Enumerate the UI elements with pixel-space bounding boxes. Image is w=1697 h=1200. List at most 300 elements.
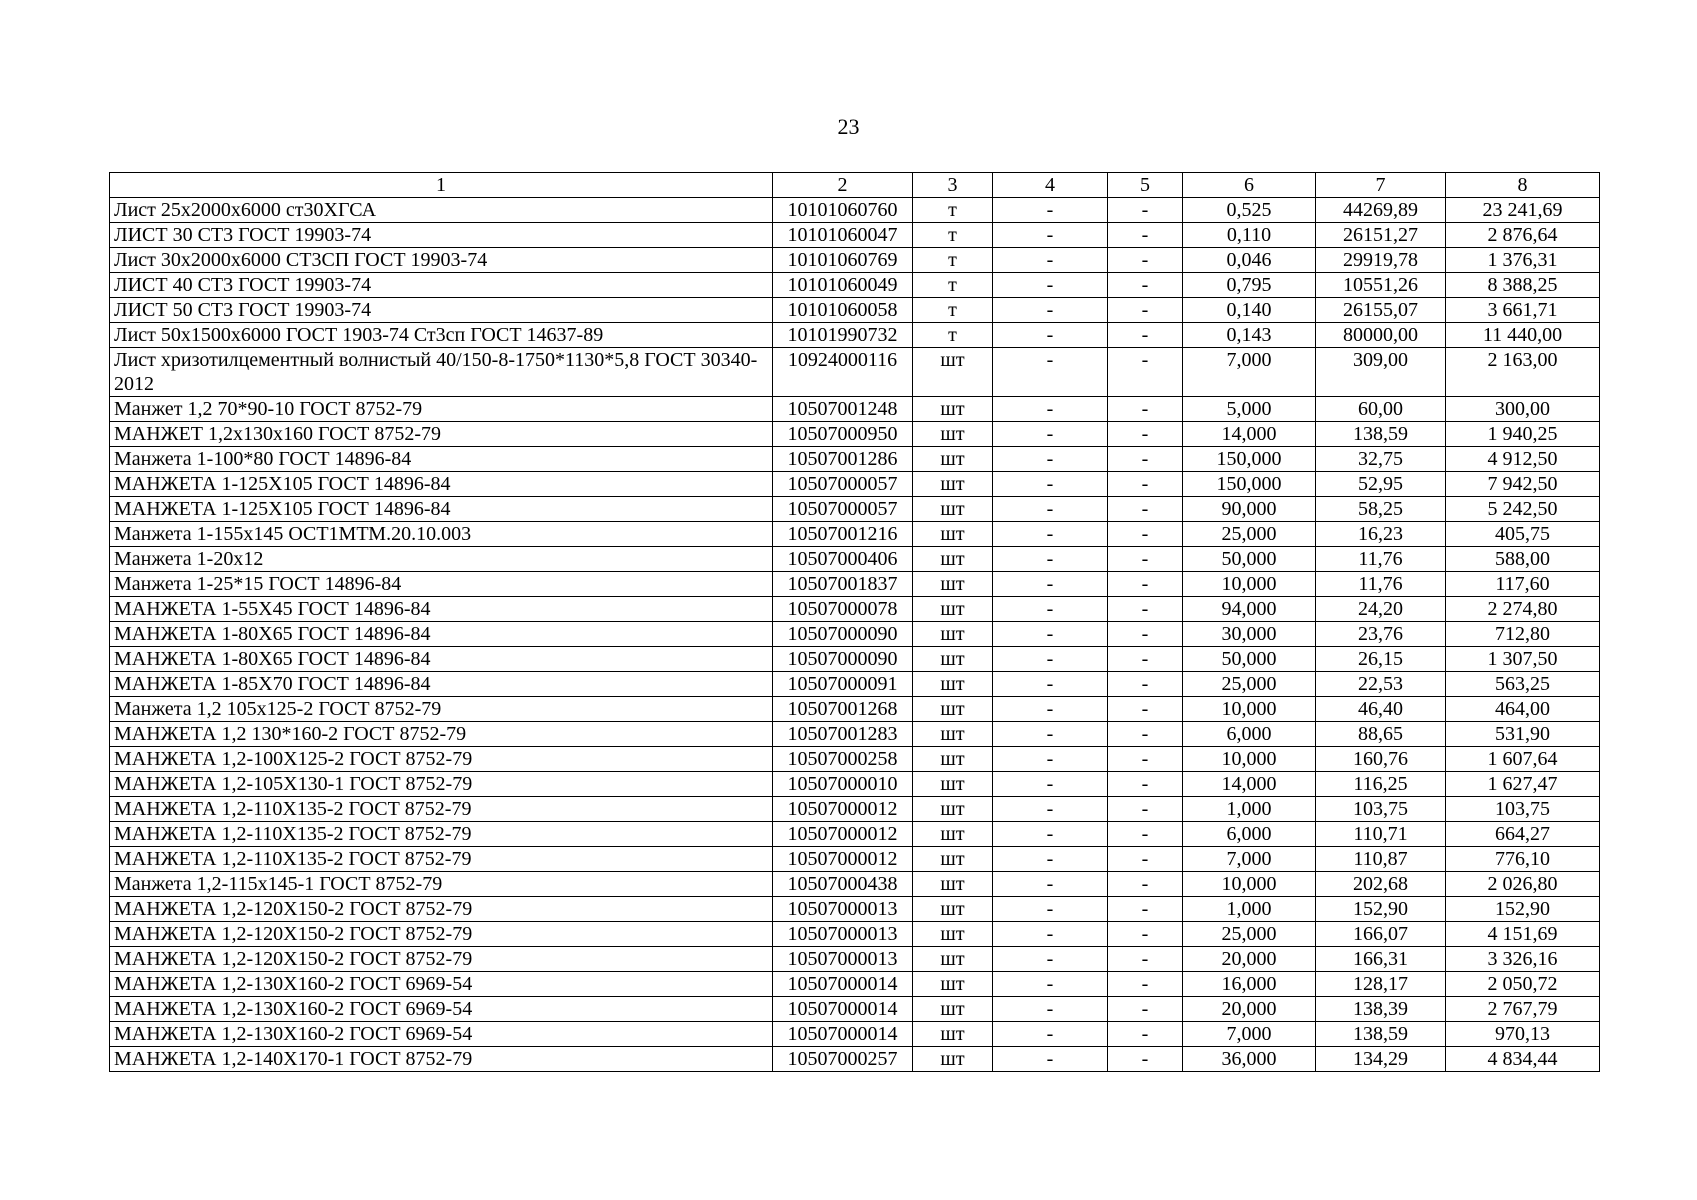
quantity-cell: 0,795 xyxy=(1183,273,1316,298)
item-code-cell: 10101060058 xyxy=(773,298,913,323)
total-cell: 2 050,72 xyxy=(1446,972,1600,997)
item-name-cell: Лист 25х2000х6000 ст30ХГСА xyxy=(110,198,773,223)
table-row xyxy=(110,522,1600,547)
total-cell: 1 307,50 xyxy=(1446,647,1600,672)
column-5-cell: - xyxy=(1108,422,1183,447)
price-cell: 116,25 xyxy=(1316,772,1446,797)
total-cell: 970,13 xyxy=(1446,1022,1600,1047)
total-cell: 4 912,50 xyxy=(1446,447,1600,472)
price-cell: 138,59 xyxy=(1316,422,1446,447)
table-row xyxy=(110,897,1600,922)
column-5-cell: - xyxy=(1108,847,1183,872)
total-cell: 588,00 xyxy=(1446,547,1600,572)
total-cell: 563,25 xyxy=(1446,672,1600,697)
total-cell: 464,00 xyxy=(1446,697,1600,722)
price-cell: 309,00 xyxy=(1316,348,1446,397)
total-cell: 1 940,25 xyxy=(1446,422,1600,447)
item-name-cell: Манжета 1,2-115х145-1 ГОСТ 8752-79 xyxy=(110,872,773,897)
quantity-cell: 0,525 xyxy=(1183,198,1316,223)
column-4-cell: - xyxy=(993,397,1108,422)
table-row xyxy=(110,422,1600,447)
quantity-cell: 0,140 xyxy=(1183,298,1316,323)
unit-cell: т xyxy=(913,298,993,323)
table-row xyxy=(110,972,1600,997)
header-cell-6: 6 xyxy=(1183,173,1316,198)
item-name-cell: Манжета 1-155х145 ОСТ1МТМ.20.10.003 xyxy=(110,522,773,547)
column-4-cell: - xyxy=(993,348,1108,397)
item-code-cell: 10507000438 xyxy=(773,872,913,897)
unit-cell: шт xyxy=(913,797,993,822)
quantity-cell: 7,000 xyxy=(1183,348,1316,397)
price-cell: 11,76 xyxy=(1316,572,1446,597)
table-row xyxy=(110,697,1600,722)
column-4-cell: - xyxy=(993,522,1108,547)
column-5-cell: - xyxy=(1108,947,1183,972)
item-code-cell: 10507000950 xyxy=(773,422,913,447)
item-code-cell: 10507000091 xyxy=(773,672,913,697)
item-name-cell: МАНЖЕТА 1,2-140Х170-1 ГОСТ 8752-79 xyxy=(110,1047,773,1072)
item-name-cell: МАНЖЕТА 1-80Х65 ГОСТ 14896-84 xyxy=(110,622,773,647)
item-code-cell: 10507000406 xyxy=(773,547,913,572)
unit-cell: шт xyxy=(913,947,993,972)
price-cell: 103,75 xyxy=(1316,797,1446,822)
price-cell: 52,95 xyxy=(1316,472,1446,497)
header-cell-2: 2 xyxy=(773,173,913,198)
quantity-cell: 1,000 xyxy=(1183,897,1316,922)
item-name-cell: МАНЖЕТА 1,2-130Х160-2 ГОСТ 6969-54 xyxy=(110,1022,773,1047)
item-name-cell: МАНЖЕТА 1,2-130Х160-2 ГОСТ 6969-54 xyxy=(110,972,773,997)
column-5-cell: - xyxy=(1108,872,1183,897)
column-4-cell: - xyxy=(993,897,1108,922)
total-cell: 2 163,00 xyxy=(1446,348,1600,397)
header-cell-5: 5 xyxy=(1108,173,1183,198)
price-cell: 11,76 xyxy=(1316,547,1446,572)
table-row xyxy=(110,922,1600,947)
total-cell: 3 326,16 xyxy=(1446,947,1600,972)
column-4-cell: - xyxy=(993,922,1108,947)
table-row xyxy=(110,298,1600,323)
item-name-cell: МАНЖЕТА 1,2-110Х135-2 ГОСТ 8752-79 xyxy=(110,797,773,822)
price-cell: 202,68 xyxy=(1316,872,1446,897)
price-cell: 16,23 xyxy=(1316,522,1446,547)
column-4-cell: - xyxy=(993,572,1108,597)
column-4-cell: - xyxy=(993,947,1108,972)
unit-cell: шт xyxy=(913,572,993,597)
item-name-cell: Манжет 1,2 70*90-10 ГОСТ 8752-79 xyxy=(110,397,773,422)
quantity-cell: 25,000 xyxy=(1183,922,1316,947)
table-row xyxy=(110,223,1600,248)
column-4-cell: - xyxy=(993,248,1108,273)
unit-cell: шт xyxy=(913,822,993,847)
total-cell: 1 627,47 xyxy=(1446,772,1600,797)
price-cell: 46,40 xyxy=(1316,697,1446,722)
item-name-cell: Лист 30х2000х6000 СТ3СП ГОСТ 19903-74 xyxy=(110,248,773,273)
item-code-cell: 10507000012 xyxy=(773,822,913,847)
table-row xyxy=(110,997,1600,1022)
price-cell: 60,00 xyxy=(1316,397,1446,422)
column-4-cell: - xyxy=(993,472,1108,497)
column-5-cell: - xyxy=(1108,722,1183,747)
unit-cell: шт xyxy=(913,422,993,447)
total-cell: 2 274,80 xyxy=(1446,597,1600,622)
item-name-cell: МАНЖЕТА 1-125Х105 ГОСТ 14896-84 xyxy=(110,497,773,522)
item-code-cell: 10507000258 xyxy=(773,747,913,772)
item-code-cell: 10924000116 xyxy=(773,348,913,397)
column-4-cell: - xyxy=(993,597,1108,622)
item-code-cell: 10507000010 xyxy=(773,772,913,797)
item-code-cell: 10507000012 xyxy=(773,797,913,822)
column-5-cell: - xyxy=(1108,972,1183,997)
column-4-cell: - xyxy=(993,797,1108,822)
unit-cell: шт xyxy=(913,872,993,897)
column-4-cell: - xyxy=(993,747,1108,772)
column-5-cell: - xyxy=(1108,697,1183,722)
item-name-cell: МАНЖЕТА 1,2-105Х130-1 ГОСТ 8752-79 xyxy=(110,772,773,797)
price-cell: 166,31 xyxy=(1316,947,1446,972)
table-row xyxy=(110,872,1600,897)
column-5-cell: - xyxy=(1108,1022,1183,1047)
unit-cell: т xyxy=(913,323,993,348)
price-cell: 32,75 xyxy=(1316,447,1446,472)
total-cell: 664,27 xyxy=(1446,822,1600,847)
unit-cell: шт xyxy=(913,847,993,872)
total-cell: 1 376,31 xyxy=(1446,248,1600,273)
quantity-cell: 150,000 xyxy=(1183,472,1316,497)
unit-cell: шт xyxy=(913,397,993,422)
item-name-cell: МАНЖЕТА 1,2-110Х135-2 ГОСТ 8752-79 xyxy=(110,847,773,872)
column-5-cell: - xyxy=(1108,547,1183,572)
table-row xyxy=(110,572,1600,597)
price-cell: 29919,78 xyxy=(1316,248,1446,273)
table-row xyxy=(110,1047,1600,1072)
quantity-cell: 50,000 xyxy=(1183,547,1316,572)
quantity-cell: 16,000 xyxy=(1183,972,1316,997)
unit-cell: шт xyxy=(913,722,993,747)
price-cell: 110,71 xyxy=(1316,822,1446,847)
total-cell: 103,75 xyxy=(1446,797,1600,822)
item-name-cell: МАНЖЕТА 1-80Х65 ГОСТ 14896-84 xyxy=(110,647,773,672)
unit-cell: шт xyxy=(913,547,993,572)
column-4-cell: - xyxy=(993,223,1108,248)
item-name-cell: МАНЖЕТА 1,2-100Х125-2 ГОСТ 8752-79 xyxy=(110,747,773,772)
unit-cell: т xyxy=(913,273,993,298)
item-name-cell: ЛИСТ 40 СТ3 ГОСТ 19903-74 xyxy=(110,273,773,298)
table-row xyxy=(110,273,1600,298)
column-4-cell: - xyxy=(993,422,1108,447)
unit-cell: шт xyxy=(913,897,993,922)
item-code-cell: 10101060047 xyxy=(773,223,913,248)
table-row xyxy=(110,622,1600,647)
table-body xyxy=(110,198,1600,1072)
item-code-cell: 10507000014 xyxy=(773,972,913,997)
total-cell: 300,00 xyxy=(1446,397,1600,422)
quantity-cell: 0,143 xyxy=(1183,323,1316,348)
total-cell: 152,90 xyxy=(1446,897,1600,922)
column-4-cell: - xyxy=(993,972,1108,997)
column-4-cell: - xyxy=(993,298,1108,323)
item-name-cell: Манжета 1,2 105х125-2 ГОСТ 8752-79 xyxy=(110,697,773,722)
column-5-cell: - xyxy=(1108,248,1183,273)
quantity-cell: 7,000 xyxy=(1183,847,1316,872)
quantity-cell: 10,000 xyxy=(1183,697,1316,722)
column-4-cell: - xyxy=(993,722,1108,747)
column-4-cell: - xyxy=(993,497,1108,522)
quantity-cell: 14,000 xyxy=(1183,772,1316,797)
quantity-cell: 50,000 xyxy=(1183,647,1316,672)
table-row xyxy=(110,447,1600,472)
column-4-cell: - xyxy=(993,1047,1108,1072)
item-name-cell: МАНЖЕТ 1,2х130х160 ГОСТ 8752-79 xyxy=(110,422,773,447)
total-cell: 2 876,64 xyxy=(1446,223,1600,248)
item-code-cell: 10507000013 xyxy=(773,897,913,922)
table-row xyxy=(110,348,1600,397)
item-name-cell: Лист хризотилцементный волнистый 40/150-8-1750*1130*5,8 ГОСТ 30340-2012 xyxy=(110,348,773,397)
column-5-cell: - xyxy=(1108,1047,1183,1072)
unit-cell: шт xyxy=(913,972,993,997)
column-5-cell: - xyxy=(1108,997,1183,1022)
unit-cell: шт xyxy=(913,647,993,672)
column-4-cell: - xyxy=(993,547,1108,572)
price-cell: 22,53 xyxy=(1316,672,1446,697)
total-cell: 1 607,64 xyxy=(1446,747,1600,772)
item-code-cell: 10507000057 xyxy=(773,472,913,497)
column-5-cell: - xyxy=(1108,323,1183,348)
column-5-cell: - xyxy=(1108,572,1183,597)
table-row xyxy=(110,1022,1600,1047)
item-code-cell: 10507000090 xyxy=(773,622,913,647)
column-5-cell: - xyxy=(1108,822,1183,847)
total-cell: 117,60 xyxy=(1446,572,1600,597)
page-number: 23 xyxy=(837,114,860,139)
quantity-cell: 5,000 xyxy=(1183,397,1316,422)
column-4-cell: - xyxy=(993,997,1108,1022)
table-row xyxy=(110,772,1600,797)
total-cell: 712,80 xyxy=(1446,622,1600,647)
table-row xyxy=(110,672,1600,697)
unit-cell: шт xyxy=(913,997,993,1022)
total-cell: 2 767,79 xyxy=(1446,997,1600,1022)
item-name-cell: ЛИСТ 50 СТ3 ГОСТ 19903-74 xyxy=(110,298,773,323)
column-5-cell: - xyxy=(1108,472,1183,497)
total-cell: 3 661,71 xyxy=(1446,298,1600,323)
item-code-cell: 10507000012 xyxy=(773,847,913,872)
quantity-cell: 20,000 xyxy=(1183,997,1316,1022)
item-code-cell: 10101060760 xyxy=(773,198,913,223)
column-4-cell: - xyxy=(993,847,1108,872)
column-4-cell: - xyxy=(993,822,1108,847)
price-cell: 26151,27 xyxy=(1316,223,1446,248)
header-cell-1: 1 xyxy=(110,173,773,198)
table-row xyxy=(110,497,1600,522)
column-5-cell: - xyxy=(1108,223,1183,248)
table-row xyxy=(110,722,1600,747)
unit-cell: шт xyxy=(913,447,993,472)
item-code-cell: 10507000013 xyxy=(773,922,913,947)
table-row xyxy=(110,647,1600,672)
table-row xyxy=(110,198,1600,223)
price-cell: 166,07 xyxy=(1316,922,1446,947)
item-name-cell: Манжета 1-100*80 ГОСТ 14896-84 xyxy=(110,447,773,472)
column-5-cell: - xyxy=(1108,897,1183,922)
unit-cell: шт xyxy=(913,348,993,397)
item-code-cell: 10101990732 xyxy=(773,323,913,348)
table-row xyxy=(110,472,1600,497)
column-5-cell: - xyxy=(1108,647,1183,672)
quantity-cell: 30,000 xyxy=(1183,622,1316,647)
item-name-cell: МАНЖЕТА 1,2-130Х160-2 ГОСТ 6969-54 xyxy=(110,997,773,1022)
item-code-cell: 10507001248 xyxy=(773,397,913,422)
total-cell: 531,90 xyxy=(1446,722,1600,747)
column-4-cell: - xyxy=(993,1022,1108,1047)
quantity-cell: 150,000 xyxy=(1183,447,1316,472)
table-row xyxy=(110,547,1600,572)
item-code-cell: 10101060049 xyxy=(773,273,913,298)
item-name-cell: МАНЖЕТА 1,2-120Х150-2 ГОСТ 8752-79 xyxy=(110,922,773,947)
unit-cell: шт xyxy=(913,1022,993,1047)
column-4-cell: - xyxy=(993,697,1108,722)
column-5-cell: - xyxy=(1108,772,1183,797)
quantity-cell: 94,000 xyxy=(1183,597,1316,622)
column-5-cell: - xyxy=(1108,348,1183,397)
quantity-cell: 36,000 xyxy=(1183,1047,1316,1072)
table-row xyxy=(110,397,1600,422)
unit-cell: шт xyxy=(913,697,993,722)
item-code-cell: 10507000090 xyxy=(773,647,913,672)
quantity-cell: 0,046 xyxy=(1183,248,1316,273)
unit-cell: шт xyxy=(913,1047,993,1072)
table-row xyxy=(110,248,1600,273)
item-name-cell: Манжета 1-25*15 ГОСТ 14896-84 xyxy=(110,572,773,597)
price-cell: 128,17 xyxy=(1316,972,1446,997)
quantity-cell: 7,000 xyxy=(1183,1022,1316,1047)
item-code-cell: 10507000257 xyxy=(773,1047,913,1072)
price-cell: 58,25 xyxy=(1316,497,1446,522)
price-cell: 88,65 xyxy=(1316,722,1446,747)
item-code-cell: 10507000014 xyxy=(773,1022,913,1047)
price-cell: 24,20 xyxy=(1316,597,1446,622)
item-code-cell: 10507000078 xyxy=(773,597,913,622)
quantity-cell: 20,000 xyxy=(1183,947,1316,972)
quantity-cell: 25,000 xyxy=(1183,672,1316,697)
column-5-cell: - xyxy=(1108,922,1183,947)
quantity-cell: 10,000 xyxy=(1183,872,1316,897)
item-code-cell: 10507001286 xyxy=(773,447,913,472)
item-code-cell: 10101060769 xyxy=(773,248,913,273)
item-name-cell: МАНЖЕТА 1,2-120Х150-2 ГОСТ 8752-79 xyxy=(110,897,773,922)
column-5-cell: - xyxy=(1108,447,1183,472)
unit-cell: шт xyxy=(913,522,993,547)
price-cell: 134,29 xyxy=(1316,1047,1446,1072)
unit-cell: шт xyxy=(913,747,993,772)
total-cell: 776,10 xyxy=(1446,847,1600,872)
item-name-cell: Манжета 1-20х12 xyxy=(110,547,773,572)
column-5-cell: - xyxy=(1108,298,1183,323)
column-5-cell: - xyxy=(1108,672,1183,697)
item-name-cell: МАНЖЕТА 1,2-110Х135-2 ГОСТ 8752-79 xyxy=(110,822,773,847)
total-cell: 7 942,50 xyxy=(1446,472,1600,497)
header-cell-8: 8 xyxy=(1446,173,1600,198)
price-cell: 138,39 xyxy=(1316,997,1446,1022)
item-name-cell: МАНЖЕТА 1-85Х70 ГОСТ 14896-84 xyxy=(110,672,773,697)
column-5-cell: - xyxy=(1108,273,1183,298)
total-cell: 11 440,00 xyxy=(1446,323,1600,348)
unit-cell: шт xyxy=(913,497,993,522)
total-cell: 4 151,69 xyxy=(1446,922,1600,947)
table-row xyxy=(110,747,1600,772)
column-5-cell: - xyxy=(1108,622,1183,647)
quantity-cell: 25,000 xyxy=(1183,522,1316,547)
price-cell: 160,76 xyxy=(1316,747,1446,772)
table-row xyxy=(110,847,1600,872)
total-cell: 23 241,69 xyxy=(1446,198,1600,223)
column-4-cell: - xyxy=(993,672,1108,697)
quantity-cell: 14,000 xyxy=(1183,422,1316,447)
price-cell: 138,59 xyxy=(1316,1022,1446,1047)
table-row xyxy=(110,947,1600,972)
materials-table xyxy=(109,172,1600,1072)
item-code-cell: 10507000057 xyxy=(773,497,913,522)
price-cell: 80000,00 xyxy=(1316,323,1446,348)
unit-cell: шт xyxy=(913,597,993,622)
column-5-cell: - xyxy=(1108,522,1183,547)
item-code-cell: 10507001283 xyxy=(773,722,913,747)
unit-cell: шт xyxy=(913,772,993,797)
price-cell: 26155,07 xyxy=(1316,298,1446,323)
price-cell: 110,87 xyxy=(1316,847,1446,872)
column-5-cell: - xyxy=(1108,747,1183,772)
price-cell: 44269,89 xyxy=(1316,198,1446,223)
table-row xyxy=(110,797,1600,822)
quantity-cell: 10,000 xyxy=(1183,747,1316,772)
header-cell-7: 7 xyxy=(1316,173,1446,198)
column-5-cell: - xyxy=(1108,497,1183,522)
price-cell: 26,15 xyxy=(1316,647,1446,672)
unit-cell: т xyxy=(913,248,993,273)
column-4-cell: - xyxy=(993,622,1108,647)
item-name-cell: МАНЖЕТА 1-125Х105 ГОСТ 14896-84 xyxy=(110,472,773,497)
header-cell-4: 4 xyxy=(993,173,1108,198)
item-code-cell: 10507000013 xyxy=(773,947,913,972)
total-cell: 8 388,25 xyxy=(1446,273,1600,298)
quantity-cell: 10,000 xyxy=(1183,572,1316,597)
header-cell-3: 3 xyxy=(913,173,993,198)
price-cell: 152,90 xyxy=(1316,897,1446,922)
item-code-cell: 10507001268 xyxy=(773,697,913,722)
item-name-cell: Лист 50х1500х6000 ГОСТ 1903-74 Ст3сп ГОСТ 14637-89 xyxy=(110,323,773,348)
unit-cell: шт xyxy=(913,922,993,947)
table-row xyxy=(110,323,1600,348)
quantity-cell: 1,000 xyxy=(1183,797,1316,822)
quantity-cell: 6,000 xyxy=(1183,722,1316,747)
column-5-cell: - xyxy=(1108,198,1183,223)
unit-cell: т xyxy=(913,223,993,248)
unit-cell: шт xyxy=(913,622,993,647)
item-code-cell: 10507001837 xyxy=(773,572,913,597)
column-4-cell: - xyxy=(993,447,1108,472)
table-header-row xyxy=(110,173,1600,198)
column-5-cell: - xyxy=(1108,597,1183,622)
quantity-cell: 90,000 xyxy=(1183,497,1316,522)
unit-cell: шт xyxy=(913,672,993,697)
column-4-cell: - xyxy=(993,198,1108,223)
item-code-cell: 10507000014 xyxy=(773,997,913,1022)
column-4-cell: - xyxy=(993,772,1108,797)
total-cell: 5 242,50 xyxy=(1446,497,1600,522)
column-5-cell: - xyxy=(1108,797,1183,822)
total-cell: 4 834,44 xyxy=(1446,1047,1600,1072)
column-4-cell: - xyxy=(993,647,1108,672)
unit-cell: шт xyxy=(913,472,993,497)
